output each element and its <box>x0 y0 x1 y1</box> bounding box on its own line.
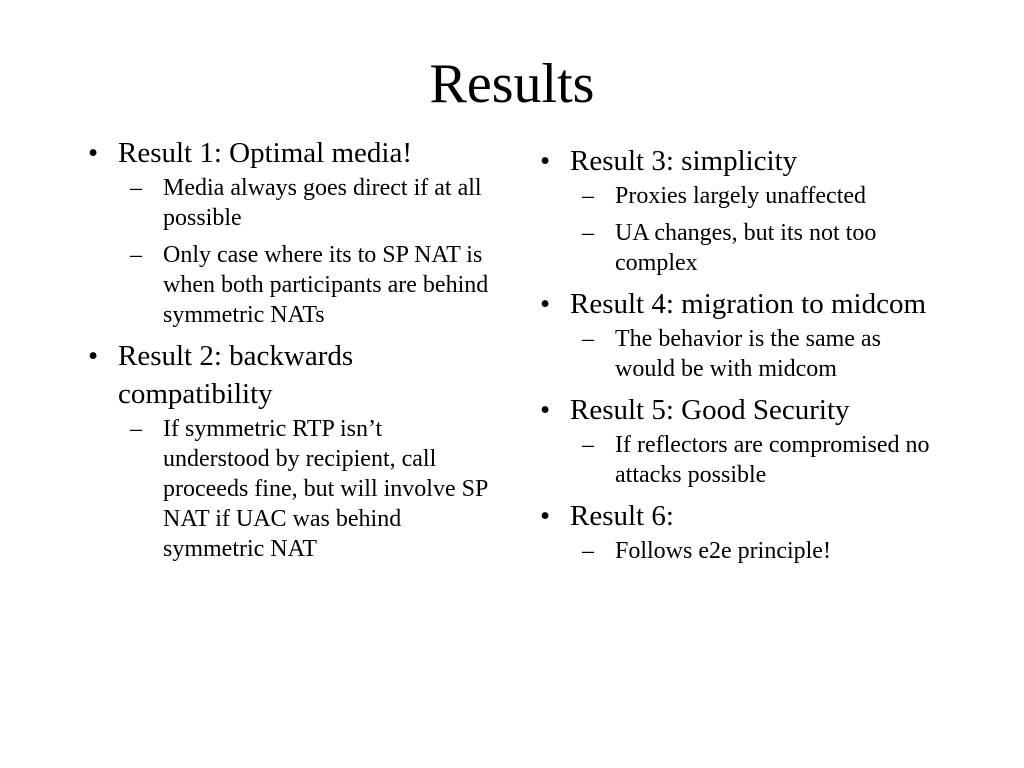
bullet-text: Result 6: <box>570 500 674 532</box>
sub-bullet <box>118 173 493 233</box>
sub-bullet-marker: – <box>130 416 142 442</box>
bullet-result-5 <box>540 391 940 490</box>
sub-bullet <box>118 414 493 564</box>
sub-bullet-marker: – <box>130 175 142 201</box>
bullet-marker: • <box>540 145 551 177</box>
sub-bullet-marker: – <box>582 538 594 564</box>
left-column <box>88 134 493 571</box>
bullet-result-2 <box>88 337 493 564</box>
sub-bullet <box>570 324 940 384</box>
sub-bullet-text: Media always goes direct if at all possible <box>163 175 482 231</box>
bullet-text: Result 4: migration to midcom <box>570 288 927 320</box>
sub-bullet-marker: – <box>582 326 594 352</box>
sub-bullet <box>570 430 940 490</box>
sub-bullet-marker: – <box>582 220 594 246</box>
sub-bullet-marker: – <box>582 183 594 209</box>
sub-bullet-list <box>570 181 940 278</box>
sub-bullet-marker: – <box>582 432 594 458</box>
bullet-result-1 <box>88 134 493 330</box>
bullet-text: Result 3: simplicity <box>570 145 798 177</box>
bullet-text: Result 5: Good Security <box>570 394 850 426</box>
bullet-marker: • <box>540 394 551 426</box>
sub-bullet-text: If reflectors are compromised no attacks possible <box>615 432 930 488</box>
sub-bullet-list <box>570 324 940 384</box>
sub-bullet-text: Follows e2e principle! <box>615 538 831 564</box>
bullet-result-4 <box>540 285 940 384</box>
sub-bullet-text: Only case where its to SP NAT is when both participants are behind symmetric NATs <box>163 242 489 328</box>
sub-bullet-text: If symmetric RTP isn’t understood by recipient, call proceeds fine, but will involve SP NAT if UAC was behind symmetric NAT <box>163 416 488 562</box>
sub-bullet <box>118 240 493 330</box>
sub-bullet <box>570 181 940 211</box>
sub-bullet-text: The behavior is the same as would be with midcom <box>615 326 881 382</box>
sub-bullet <box>570 218 940 278</box>
sub-bullet-marker: – <box>130 242 142 268</box>
sub-bullet-list <box>118 173 493 330</box>
left-bullet-list <box>88 134 493 564</box>
bullet-result-6 <box>540 497 940 566</box>
sub-bullet <box>570 536 940 566</box>
sub-bullet-list <box>118 414 493 564</box>
bullet-marker: • <box>88 137 99 169</box>
bullet-marker: • <box>88 340 99 372</box>
sub-bullet-text: UA changes, but its not too complex <box>615 220 877 276</box>
bullet-marker: • <box>540 500 551 532</box>
right-column <box>540 142 940 573</box>
right-bullet-list <box>540 142 940 566</box>
sub-bullet-list <box>570 536 940 566</box>
bullet-text: Result 1: Optimal media! <box>118 137 412 169</box>
sub-bullet-text: Proxies largely unaffected <box>615 183 867 209</box>
bullet-marker: • <box>540 288 551 320</box>
bullet-result-3 <box>540 142 940 278</box>
bullet-text: Result 2: backwards compatibility <box>118 340 354 410</box>
slide-title: Results <box>429 53 595 115</box>
sub-bullet-list <box>570 430 940 490</box>
